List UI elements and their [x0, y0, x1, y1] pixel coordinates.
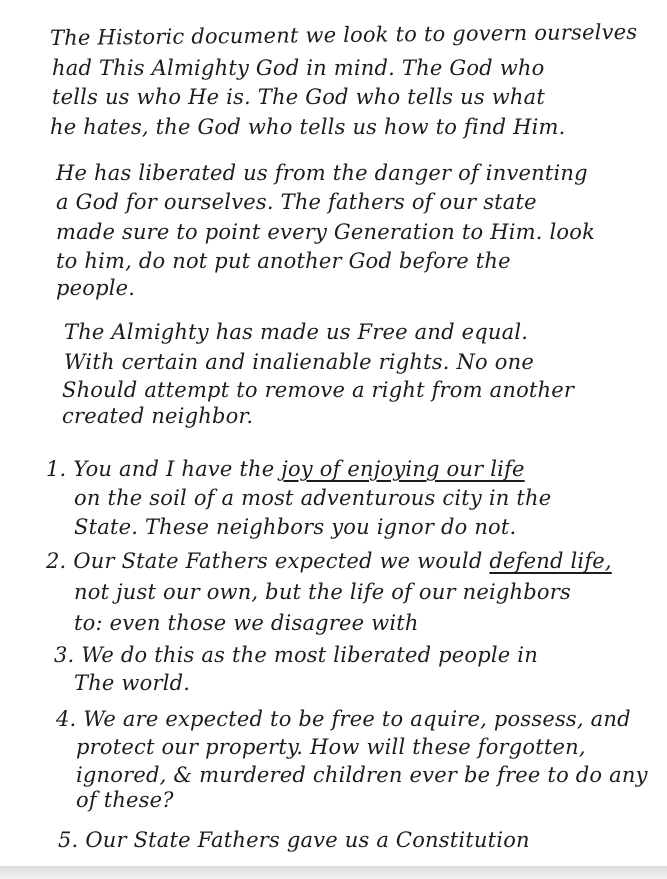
list-item-4-line-3: ignored, & murdered children ever be free to do any: [76, 763, 648, 787]
paragraph-1-line-2: had This Almighty God in mind. The God who: [52, 56, 545, 80]
paragraph-2-line-5: people.: [56, 276, 136, 300]
list-item-number: 3.: [54, 643, 75, 667]
list-item-1-line-1: [46, 459, 525, 480]
list-item-number: 5.: [58, 828, 79, 852]
paragraph-2-line-4: to him, do not put another God before the: [56, 249, 511, 273]
list-item-1-line-3: State. These neighbors you ignor do not.: [74, 515, 517, 539]
paragraph-2-line-3: made sure to point every Generation to Him. look: [56, 220, 596, 244]
list-item-text: We do this as the most liberated people in: [81, 643, 538, 667]
list-item-text: We are expected to be free to aquire, possess, and: [83, 707, 631, 731]
list-item-2-line-2: not just our own, but the life of our neighbors: [74, 580, 571, 604]
list-item-text: Our State Fathers gave us a Constitution: [85, 828, 530, 852]
list-item-2-line-3: to: even those we disagree with: [74, 611, 419, 635]
paragraph-3-line-1: The Almighty has made us Free and equal.: [64, 320, 529, 344]
underlined-phrase: joy of enjoying our life: [281, 457, 525, 481]
paragraph-1-line-4: he hates, the God who tells us how to find Him.: [50, 115, 566, 139]
list-item-number: 1.: [46, 457, 67, 481]
list-item-1-line-2: on the soil of a most adventurous city in the: [74, 486, 552, 510]
list-item-2-line-1: [46, 551, 612, 572]
paragraph-1-line-1: The Historic document we look to to govern ourselves: [49, 19, 638, 50]
paragraph-3-line-2: With certain and inalienable rights. No one: [64, 350, 534, 374]
page-bottom-edge: [0, 866, 667, 879]
underlined-phrase: defend life,: [489, 549, 612, 573]
list-item-4-line-1: [56, 709, 631, 730]
list-item-3-line-1: [54, 645, 538, 666]
paragraph-3-line-4: created neighbor.: [62, 404, 254, 428]
list-item-4-line-4: of these?: [76, 788, 174, 812]
list-item-text: You and I have the: [73, 457, 282, 481]
paragraph-1-line-3: tells us who He is. The God who tells us what: [52, 85, 545, 109]
list-item-3-line-2: The world.: [74, 671, 191, 695]
paragraph-2-line-2: a God for ourselves. The fathers of our state: [56, 190, 537, 214]
list-item-number: 2.: [46, 549, 67, 573]
list-item-4-line-2: protect our property. How will these forgotten,: [76, 735, 586, 759]
paragraph-3-line-3: Should attempt to remove a right from another: [62, 378, 575, 402]
list-item-5-line-1: [58, 830, 530, 851]
paragraph-2-line-1: He has liberated us from the danger of inventing: [56, 161, 588, 185]
list-item-text: Our State Fathers expected we would: [73, 549, 490, 573]
list-item-number: 4.: [56, 707, 77, 731]
